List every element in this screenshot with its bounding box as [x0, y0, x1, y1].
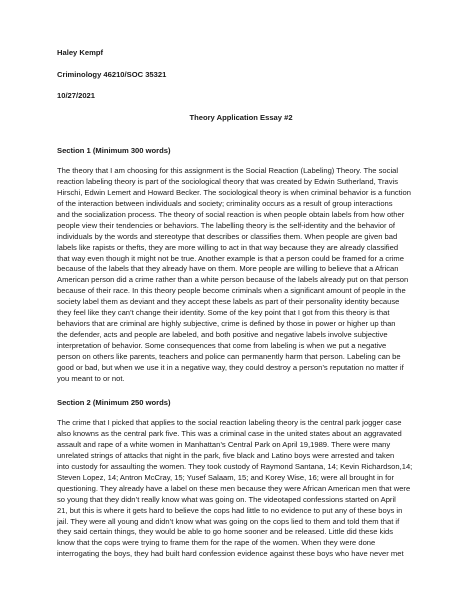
essay-date: 10/27/2021	[57, 91, 96, 100]
text-line: reaction labeling theory is part of the sociological theory that was created by Edwin Sutherland, Travis	[57, 177, 399, 187]
text-line: know that the cops were trying to frame them for the rape of the women. When they were done	[57, 538, 376, 548]
text-line: jail. They were all young and didn’t know what was going on the cops lied to them and told them that if	[57, 516, 400, 526]
text-line: interrogating the boys, they had built hard confession evidence against these boys who have never met	[57, 549, 404, 559]
text-line: the defender, acts and people are labeled, and both positive and negative labels involve subjective	[57, 329, 388, 339]
text-line: questioning. They already have a label on these men because they were African American men that were	[57, 483, 411, 493]
text-line: labels like rapists or thefts, they are more willing to act in that way because they are already classified	[57, 242, 399, 252]
text-line: people view their tendencies or behaviors. The labelling theory is the self-identity and the behavior of	[57, 220, 395, 230]
text-line: that way even though it might not be true. Another example is that a person could be framed for a crime	[57, 253, 404, 263]
text-line: The theory that I am choosing for this assignment is the Social Reaction (Labeling) Theory. The social	[57, 166, 399, 176]
section-2-heading: Section 2 (Minimum 250 words)	[57, 398, 171, 408]
text-line: 21, but this is where it gets hard to believe the cops had little to no evidence to put any of these boys in	[57, 505, 403, 515]
section-1-heading: Section 1 (Minimum 300 words)	[57, 146, 171, 156]
text-line: assault and rape of a white women in Manhattan’s Central Park on April 19,1989. There were many	[57, 440, 391, 450]
text-line: unrelated strings of attacks that night in the park, five black and Latino boys were arrested and taken	[57, 451, 395, 461]
text-line: individuals by the words and stereotype that describes or classifies them. When people are given bad	[57, 231, 398, 241]
text-line: they said certain things, they would be able to go home sooner and be released. Little did these kids	[57, 527, 394, 537]
course-code: Criminology 46210/SOC 35321	[57, 69, 167, 79]
text-line: person on others like parents, teachers and police can permanently harm that person. Labeling can be	[57, 351, 401, 361]
section-1-paragraph	[57, 166, 425, 384]
text-line: behaviors that are criminal are highly subjective, crime is defined by those in power or higher up than	[57, 319, 396, 328]
section-2-paragraph	[57, 418, 425, 560]
text-line: American person did a crime rather than a white person because of the labels already put on that person	[57, 275, 409, 285]
text-line: society label them as deviant and they accept these labels as part of their personality identity because	[57, 297, 400, 307]
text-line: because of the labels that they already have on them. More people are willing to believe that a African	[57, 264, 399, 274]
text-line: because of their race. In this theory people become criminals when a significant amount of people in the	[57, 286, 406, 296]
text-line: also knowns as the central park five. This was a criminal case in the united states about an aggravated	[57, 429, 402, 439]
text-line: and the socialization process. The theory of social reaction is when people obtain labels from how other	[57, 209, 405, 219]
text-line: interpretation of behavior. Some consequences that come from labeling is when we put a negative	[57, 340, 387, 350]
essay-title: Theory Application Essay #2	[189, 112, 293, 122]
text-line: into custody for assaulting the women. They took custody of Raymond Santana, 14; Kevin Richardson,14;	[57, 461, 413, 471]
text-line: you meant to or not.	[57, 373, 125, 383]
author-name: Haley Kempf	[57, 48, 104, 57]
text-line: of the interaction between individuals and society; criminality occurs as a result of group interactions	[57, 199, 393, 209]
document-body	[57, 48, 425, 574]
text-line: Hirschi, Edwin Lemert and Howard Becker. The sociological theory is when criminal behavior is a function	[57, 188, 411, 198]
text-line: good or bad, but when we use it in a negative way, they could destroy a person’s reputation no matter if	[57, 362, 404, 372]
text-line: they feel like they can’t change their identity. Some of the key point that I got from this theory is that	[57, 308, 390, 318]
text-line: so young that they didn’t really know what was going on. The videotaped confessions started on April	[57, 494, 396, 504]
text-line: The crime that I picked that applies to the social reaction labeling theory is the central park jogger case	[57, 418, 402, 428]
text-line: Steven Lopez, 14; Antron McCray, 15; Yusef Salaam, 15; and Korey Wise, 16; were all brought in for	[57, 472, 394, 482]
